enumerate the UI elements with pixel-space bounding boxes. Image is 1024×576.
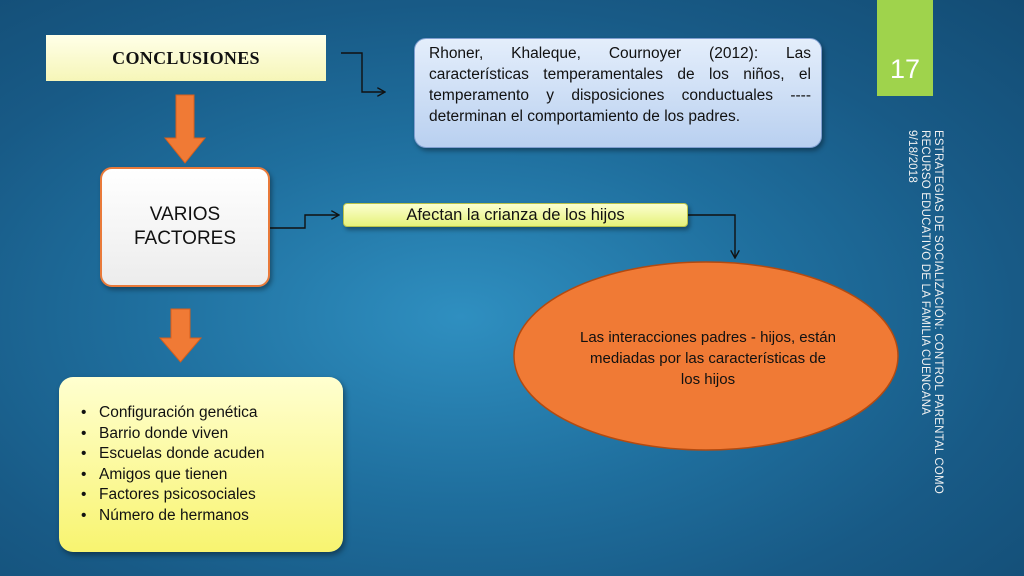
factor-list-box <box>59 377 343 552</box>
slide-number: 17 <box>889 54 921 84</box>
list-item: • Escuelas donde acuden <box>81 444 343 465</box>
list-item: • Barrio donde viven <box>81 424 343 445</box>
vertical-footer <box>886 130 944 494</box>
footer-title-line1: ESTRATEGIAS DE SOCIALIZACIÓN: CONTROL PARENTAL COMO <box>932 130 944 494</box>
title-to-quote-connector <box>341 53 384 92</box>
various-factors-box <box>100 167 270 287</box>
list-item: • Factores psicosociales <box>81 485 343 506</box>
quote-text: Rhoner, Khaleque, Cournoyer (2012): Las características temperamentales de los niños, el temperamento y disposiciones conductuales ---- determinan el comportamiento de los padres. <box>429 45 811 125</box>
list-item: • Amigos que tienen <box>81 465 343 486</box>
quote-box <box>414 38 822 148</box>
factors-line2: FACTORES <box>133 228 237 249</box>
effect-text: Afectan la crianza de los hijos <box>406 205 625 224</box>
interaction-text: Las interacciones padres - hijos, están mediadas por las características de los hijos <box>580 329 836 388</box>
conclusions-title <box>46 35 326 81</box>
effect-box <box>343 203 688 227</box>
down-arrow-to-list <box>160 309 201 362</box>
down-arrow-to-factors <box>165 95 205 163</box>
footer-date: 9/18/2018 <box>906 130 918 183</box>
effect-to-interaction-connector <box>688 215 735 257</box>
factors-to-effect-connector <box>270 215 338 228</box>
list-item: • Configuración genética <box>81 403 343 424</box>
list-item: • Número de hermanos <box>81 506 343 527</box>
factor-list <box>81 403 343 526</box>
factors-line1: VARIOS <box>149 204 221 225</box>
footer-title-line2: RECURSO EDUCATIVO DE LA FAMILIA CUENCANA <box>919 130 931 416</box>
conclusions-title-text: CONCLUSIONES <box>112 47 260 68</box>
